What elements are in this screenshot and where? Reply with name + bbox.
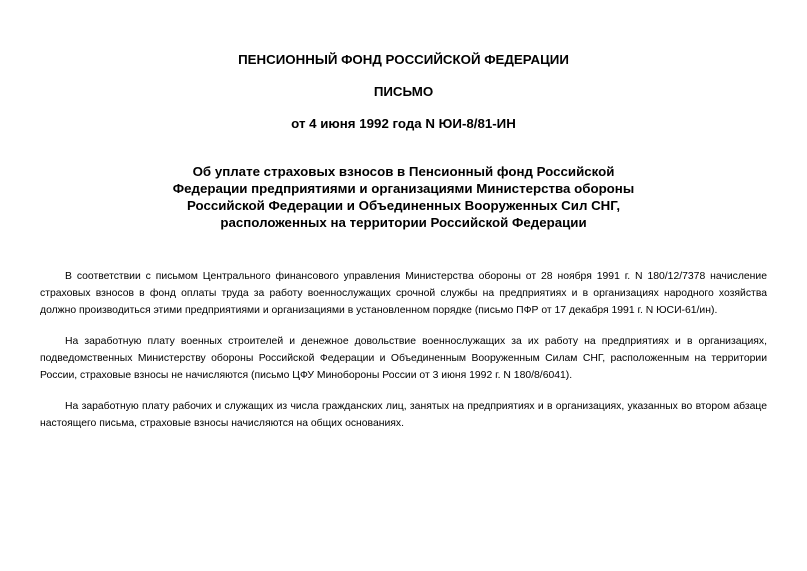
- organization-heading: ПЕНСИОННЫЙ ФОНД РОССИЙСКОЙ ФЕДЕРАЦИИ: [238, 52, 569, 67]
- document-title: Об уплате страховых взносов в Пенсионный фонд Российской Федерации предприятиями и организациями Министерства обороны Российской Федерации и Объединенных Вооруженных Сил СНГ, расположенных на территории Российской Федерации: [172, 164, 635, 230]
- document-body: [40, 268, 767, 446]
- body-paragraph-1: В соответствии с письмом Центрального финансового управления Министерства обороны от 28 ноября 1991 г. N 180/12/7378 начисление страховых взносов в фонд оплаты труда за работу военнослужащих срочной службы на предприятиях и в организациях народного хозяйства должно производиться этими предприятиями и организациями в установленном порядке (письмо ПФР от 17 декабря 1991 г. N ЮСИ-61/ин).: [40, 271, 767, 316]
- body-paragraph-2: На заработную плату военных строителей и денежное довольствие военнослужащих за их работу на предприятиях и в организациях, подведомственных Министерству обороны Российской Федерации и Объединенным Вооруженным Силам СНГ, расположенным на территории России, страховые взносы не начисляются (письмо ЦФУ Минобороны России от 3 июня 1992 г. N 180/8/6041).: [40, 336, 767, 381]
- body-paragraph-3: На заработную плату рабочих и служащих из числа гражданских лиц, занятых на предприятиях и в организациях, указанных во втором абзаце настоящего письма, страховые взносы начисляются на общих основаниях.: [40, 401, 767, 429]
- document-date-number: от 4 июня 1992 года N ЮИ-8/81-ИН: [291, 116, 516, 131]
- document-type-heading: ПИСЬМО: [373, 84, 434, 99]
